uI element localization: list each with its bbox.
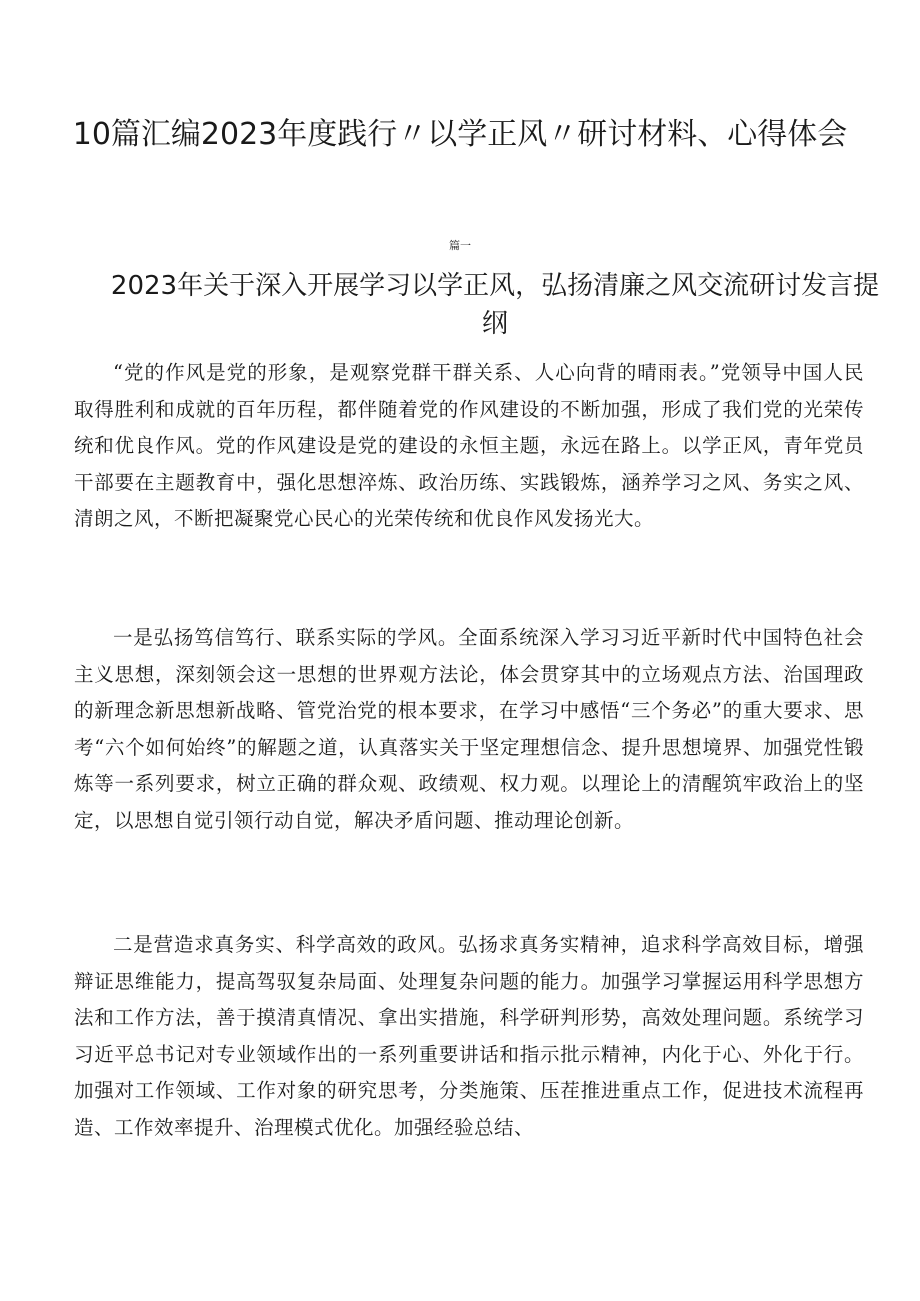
section-label: 篇一 (449, 239, 471, 252)
paragraph: 一是弘扬笃信笃行、联系实际的学风。全面系统深入学习习近平新时代中国特色社会主义思想，深刻领会这一思想的世界观方法论，体会贯穿其中的立场观点方法、治国理政的新理念新思想新战略、管党治党的根本要求，在学习中感悟“三个务必”的重大要求、思考“六个如何始终”的解题之道，认真落实关于坚定理想信念、提升思想境界、加强党性锻炼等一系列要求，树立正确的群众观、政绩观、权力观。以理论上的清醒筑牢政治上的坚定，以思想自觉引领行动自觉，解决矛盾问题、推动理论创新。 (74, 626, 864, 832)
paragraph: 二是营造求真务实、科学高效的政风。弘扬求真务实精神，追求科学高效目标，增强辩证思维能力，提高驾驭复杂局面、处理复杂问题的能力。加强学习掌握运用科学思想方法和工作方法，善于摸清真情况、拿出实措施，科学研判形势，高效处理问题。系统学习习近平总书记对专业领域作出的一系列重要讲话和指示批示精神，内化于心、外化于行。加强对工作领域、工作对象的研究思考，分类施策、压茬推进重点工作，促进技术流程再造、工作效率提升、治理模式优化。加强经验总结、 (74, 933, 864, 1139)
document-title: 10篇汇编2023年度践行〃以学正风〃研讨材料、心得体会 (72, 117, 848, 152)
paragraph: “党的作风是党的形象，是观察党群干群关系、人心向背的晴雨表。”党领导中国人民取得胜利和成就的百年历程，都伴随着党的作风建设的不断加强，形成了我们党的光荣传统和优良作风。党的作风建设是党的建设的永恒主题，永远在路上。以学正风，青年党员干部要在主题教育中，强化思想淬炼、政治历练、实践锻炼，涵养学习之风、务实之风、清朗之风，不断把凝聚党心民心的光荣传统和优良作风发扬光大。 (74, 361, 864, 531)
section-subtitle: 2023年关于深入开展学习以学正风，弘扬清廉之风交流研讨发言提纲 (110, 271, 880, 339)
